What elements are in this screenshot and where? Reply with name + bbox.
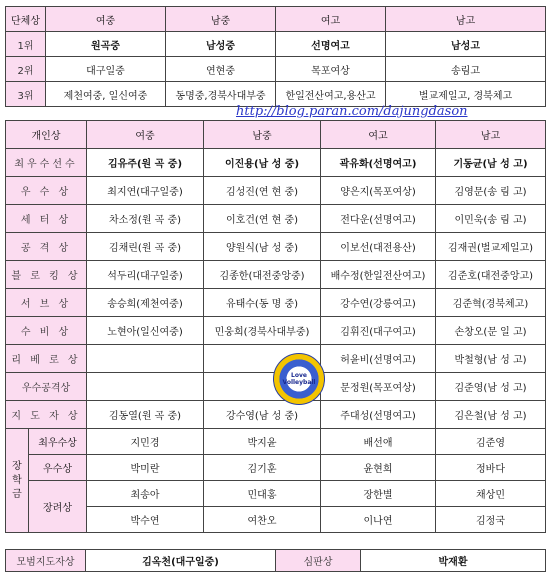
award-label: 지 도 자 상 — [6, 401, 87, 429]
award-cell: 허윤비(선명여고) — [321, 345, 436, 373]
award-label: 서 브 상 — [6, 289, 87, 317]
team-cell: 제천여중, 일신여중 — [46, 82, 166, 107]
team-cell: 동명중,경북사대부중 — [166, 82, 276, 107]
award-cell: 기동균(남 성 고) — [436, 149, 546, 177]
scholarship-cell: 김준영 — [436, 429, 546, 455]
scholarship-cell: 여찬오 — [204, 507, 321, 533]
indiv-col-boys-high: 남고 — [436, 121, 546, 149]
scholarship-cell: 박미란 — [87, 455, 204, 481]
award-cell: 손창오(문 일 고) — [436, 317, 546, 345]
award-cell: 이민욱(송 림 고) — [436, 205, 546, 233]
scholarship-cell: 김정국 — [436, 507, 546, 533]
award-cell: 전다운(선명여고) — [321, 205, 436, 233]
blog-url-watermark[interactable]: http://blog.paran.com/dajungdason — [236, 104, 468, 119]
award-cell: 김준혁(경북체고) — [436, 289, 546, 317]
scholarship-cell: 정바다 — [436, 455, 546, 481]
scholarship-row — [6, 507, 546, 533]
award-cell: 김채린(원 곡 중) — [87, 233, 204, 261]
team-cell: 한일전산여고,용산고 — [276, 82, 386, 107]
award-row — [6, 177, 546, 205]
award-cell: 문정원(목포여상) — [321, 373, 436, 401]
award-cell: 김성진(연 현 중) — [204, 177, 321, 205]
team-cell: 연현중 — [166, 57, 276, 82]
team-col-boys-high: 남고 — [386, 7, 546, 32]
team-rank: 2위 — [6, 57, 46, 82]
award-cell — [87, 345, 204, 373]
scholarship-cell: 지민경 — [87, 429, 204, 455]
team-cell: 대구일중 — [46, 57, 166, 82]
team-cell: 송림고 — [386, 57, 546, 82]
scholarship-sub-label: 장려상 — [29, 481, 87, 533]
award-row — [6, 205, 546, 233]
award-cell: 배수정(한일전산여고) — [321, 261, 436, 289]
award-cell: 석두리(대구일중) — [87, 261, 204, 289]
award-label: 최우수선수 — [6, 149, 87, 177]
scholarship-cell: 채상민 — [436, 481, 546, 507]
team-col-boys-middle: 남중 — [166, 7, 276, 32]
team-cell: 남성고 — [386, 32, 546, 57]
award-label: 세 터 상 — [6, 205, 87, 233]
award-cell: 양원식(남 성 중) — [204, 233, 321, 261]
award-label: 리 베 로 상 — [6, 345, 87, 373]
award-row — [6, 401, 546, 429]
model-coach-label: 모범지도자상 — [6, 550, 86, 572]
award-cell: 이보선(대전용산) — [321, 233, 436, 261]
award-cell: 김영문(송 림 고) — [436, 177, 546, 205]
award-cell: 곽유화(선명여고) — [321, 149, 436, 177]
scholarship-row — [6, 481, 546, 507]
award-cell: 송승희(제천여중) — [87, 289, 204, 317]
award-cell: 김준영(남 성 고) — [436, 373, 546, 401]
award-cell: 민웅희(경북사대부중) — [204, 317, 321, 345]
scholarship-cell: 김기훈 — [204, 455, 321, 481]
team-col-girls-middle: 여중 — [46, 7, 166, 32]
award-cell: 이호건(연 현 중) — [204, 205, 321, 233]
award-cell: 김준호(대전중앙고) — [436, 261, 546, 289]
scholarship-cell: 최송아 — [87, 481, 204, 507]
scholarship-row — [6, 455, 546, 481]
award-cell: 김유주(원 곡 중) — [87, 149, 204, 177]
award-cell: 차소정(원 곡 중) — [87, 205, 204, 233]
scholarship-char: 장 — [12, 460, 22, 472]
award-cell: 주대성(선명여고) — [321, 401, 436, 429]
award-cell: 김은철(남 성 고) — [436, 401, 546, 429]
scholarship-side-label — [6, 429, 29, 533]
referee-value: 박재환 — [361, 550, 546, 572]
team-row — [6, 82, 546, 107]
award-cell: 박철형(남 성 고) — [436, 345, 546, 373]
indiv-col-boys-middle: 남중 — [204, 121, 321, 149]
award-cell: 김동열(원 곡 중) — [87, 401, 204, 429]
indiv-col-girls-high: 여고 — [321, 121, 436, 149]
team-cell: 벌교제일고, 경북체고 — [386, 82, 546, 107]
team-rank: 1위 — [6, 32, 46, 57]
team-cell: 원곡중 — [46, 32, 166, 57]
award-row — [6, 149, 546, 177]
award-cell: 강수영(남 성 중) — [204, 401, 321, 429]
team-row — [6, 57, 546, 82]
other-awards-table — [5, 549, 546, 572]
team-awards-table — [5, 6, 546, 107]
award-label: 블 로 킹 상 — [6, 261, 87, 289]
scholarship-cell: 배선애 — [321, 429, 436, 455]
award-cell — [87, 373, 204, 401]
award-row — [6, 317, 546, 345]
logo-text: Love Volleyball — [282, 372, 316, 386]
scholarship-sub-label: 최우수상 — [29, 429, 87, 455]
award-cell: 김휘진(대구여고) — [321, 317, 436, 345]
award-row — [6, 261, 546, 289]
volleyball-logo — [273, 353, 325, 405]
referee-label: 심판상 — [276, 550, 361, 572]
team-cell: 목포여상 — [276, 57, 386, 82]
team-col-girls-high: 여고 — [276, 7, 386, 32]
scholarship-row — [6, 429, 546, 455]
award-cell: 양은지(목포여상) — [321, 177, 436, 205]
individual-awards-table — [5, 120, 546, 533]
award-cell: 노현아(일신여중) — [87, 317, 204, 345]
team-cell: 선명여고 — [276, 32, 386, 57]
award-row — [6, 233, 546, 261]
scholarship-cell: 민대홍 — [204, 481, 321, 507]
scholarship-cell: 윤현희 — [321, 455, 436, 481]
award-label: 수 비 상 — [6, 317, 87, 345]
award-cell: 유태수(동 명 중) — [204, 289, 321, 317]
individual-header-label: 개인상 — [6, 121, 87, 149]
scholarship-cell: 박수연 — [87, 507, 204, 533]
scholarship-cell: 이나연 — [321, 507, 436, 533]
award-cell: 김재권(벌교제일고) — [436, 233, 546, 261]
model-coach-value: 김옥천(대구일중) — [86, 550, 276, 572]
award-cell: 최지연(대구일중) — [87, 177, 204, 205]
award-label: 우수공격상 — [6, 373, 87, 401]
award-cell: 이진용(남 성 중) — [204, 149, 321, 177]
award-label: 공 격 상 — [6, 233, 87, 261]
team-rank: 3위 — [6, 82, 46, 107]
award-cell: 김종한(대전중앙중) — [204, 261, 321, 289]
team-cell: 남성중 — [166, 32, 276, 57]
indiv-col-girls-middle: 여중 — [87, 121, 204, 149]
team-header-label: 단체상 — [6, 7, 46, 32]
award-cell: 강수연(강릉여고) — [321, 289, 436, 317]
team-row — [6, 32, 546, 57]
scholarship-sub-label: 우수상 — [29, 455, 87, 481]
scholarship-cell: 박지윤 — [204, 429, 321, 455]
scholarship-char: 학 — [12, 474, 22, 486]
scholarship-cell: 장한별 — [321, 481, 436, 507]
award-row — [6, 289, 546, 317]
scholarship-char: 금 — [12, 488, 22, 500]
award-label: 우 수 상 — [6, 177, 87, 205]
